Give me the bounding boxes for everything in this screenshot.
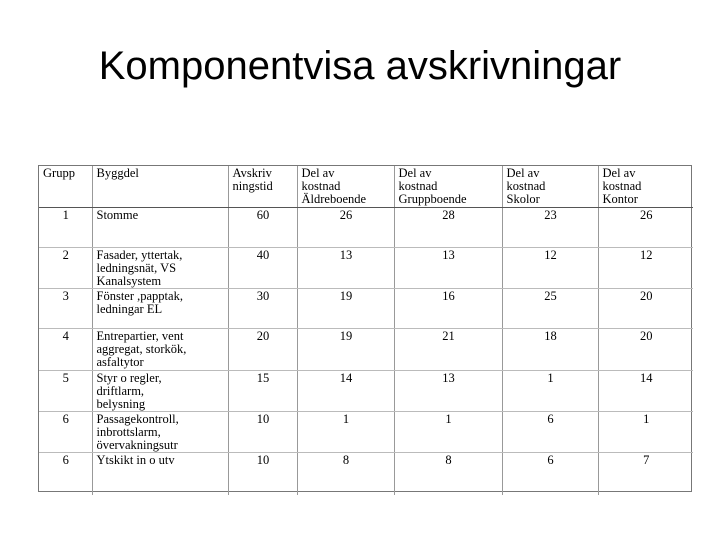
cell-skolor: 25	[502, 289, 598, 329]
cell-aldreboende: 19	[297, 289, 394, 329]
cell-grupp: 6	[39, 453, 92, 496]
byggdel-text-line: övervakningsutr	[96, 438, 178, 452]
cell-kontor: 14	[598, 371, 693, 412]
header-text-line: Del av	[301, 166, 335, 180]
cell-skolor: 1	[502, 371, 598, 412]
header-text-line: kostnad	[602, 179, 642, 193]
cell-avskrivningstid: 15	[228, 371, 297, 412]
cell-avskrivningstid: 20	[228, 329, 297, 371]
byggdel-text-line: Styr o regler,	[96, 371, 162, 385]
cell-avskrivningstid: 40	[228, 248, 297, 289]
cell-grupp: 6	[39, 412, 92, 453]
header-text-line: Kontor	[602, 192, 638, 206]
cell-kontor: 26	[598, 208, 693, 248]
table-row	[39, 371, 693, 412]
cell-gruppboende: 13	[394, 248, 502, 289]
cell-gruppboende: 8	[394, 453, 502, 496]
header-text-line: Äldreboende	[301, 192, 367, 206]
byggdel-text-line: inbrottslarm,	[96, 425, 161, 439]
cell-byggdel	[92, 412, 228, 453]
table-row	[39, 208, 693, 248]
table-row	[39, 248, 693, 289]
byggdel-text-line: Kanalsystem	[96, 274, 162, 288]
cell-byggdel	[92, 289, 228, 329]
header-text-line: Del av	[602, 166, 636, 180]
header-grupp	[39, 166, 92, 208]
table-row	[39, 329, 693, 371]
header-avskrivningstid	[228, 166, 297, 208]
header-aldreboende	[297, 166, 394, 208]
table-body	[39, 208, 693, 496]
cell-aldreboende: 1	[297, 412, 394, 453]
byggdel-text-line: asfaltytor	[96, 355, 144, 369]
cell-aldreboende: 8	[297, 453, 394, 496]
header-gruppboende	[394, 166, 502, 208]
header-text-line: Skolor	[506, 192, 540, 206]
cell-aldreboende: 26	[297, 208, 394, 248]
header-text-line: kostnad	[506, 179, 546, 193]
cell-skolor: 12	[502, 248, 598, 289]
cell-skolor: 6	[502, 453, 598, 496]
depreciation-table-container	[38, 165, 692, 492]
byggdel-text-line: aggregat, storkök,	[96, 342, 187, 356]
cell-gruppboende: 13	[394, 371, 502, 412]
cell-byggdel	[92, 453, 228, 496]
cell-byggdel	[92, 208, 228, 248]
header-skolor	[502, 166, 598, 208]
cell-gruppboende: 21	[394, 329, 502, 371]
cell-skolor: 23	[502, 208, 598, 248]
cell-kontor: 12	[598, 248, 693, 289]
byggdel-text-line: Fasader, yttertak,	[96, 248, 183, 262]
cell-skolor: 18	[502, 329, 598, 371]
table-row	[39, 453, 693, 496]
cell-avskrivningstid: 10	[228, 453, 297, 496]
cell-avskrivningstid: 30	[228, 289, 297, 329]
header-text-line: Gruppboende	[398, 192, 467, 206]
header-text-line: kostnad	[301, 179, 341, 193]
cell-gruppboende: 28	[394, 208, 502, 248]
cell-grupp: 1	[39, 208, 92, 248]
table-row	[39, 412, 693, 453]
byggdel-text-line: Passagekontroll,	[96, 412, 179, 426]
header-kontor	[598, 166, 693, 208]
header-text-line: ningstid	[232, 179, 273, 193]
cell-grupp: 5	[39, 371, 92, 412]
cell-avskrivningstid: 10	[228, 412, 297, 453]
header-byggdel	[92, 166, 228, 208]
cell-gruppboende: 1	[394, 412, 502, 453]
cell-grupp: 3	[39, 289, 92, 329]
cell-byggdel	[92, 329, 228, 371]
header-text-line: Avskriv	[232, 166, 272, 180]
byggdel-text-line: Entrepartier, vent	[96, 329, 184, 343]
cell-byggdel	[92, 248, 228, 289]
cell-grupp: 2	[39, 248, 92, 289]
cell-aldreboende: 13	[297, 248, 394, 289]
cell-aldreboende: 19	[297, 329, 394, 371]
byggdel-text-line: Fönster ,papptak,	[96, 289, 183, 303]
cell-kontor: 20	[598, 289, 693, 329]
table-row	[39, 289, 693, 329]
byggdel-text-line: ledningar EL	[96, 302, 163, 316]
cell-avskrivningstid: 60	[228, 208, 297, 248]
cell-gruppboende: 16	[394, 289, 502, 329]
cell-skolor: 6	[502, 412, 598, 453]
cell-kontor: 7	[643, 453, 650, 467]
byggdel-text-line: ledningsnät, VS	[96, 261, 177, 275]
header-row	[39, 166, 693, 208]
cell-kontor: 1	[598, 412, 693, 453]
byggdel-text-line: driftlarm,	[96, 384, 145, 398]
cell-grupp: 4	[39, 329, 92, 371]
slide-title: Komponentvisa avskrivningar	[98, 44, 622, 88]
byggdel-text-line: Stomme	[96, 208, 139, 222]
header-text-line: Del av	[506, 166, 540, 180]
header-text-line: Del av	[398, 166, 432, 180]
header-text-line: Grupp	[43, 166, 75, 180]
cell-aldreboende: 14	[297, 371, 394, 412]
cell-byggdel	[92, 371, 228, 412]
header-text-line: Byggdel	[96, 166, 139, 180]
byggdel-text-line: belysning	[96, 397, 146, 411]
header-text-line: kostnad	[398, 179, 438, 193]
cell-kontor: 20	[598, 329, 693, 371]
byggdel-text-line: Ytskikt in o utv	[96, 453, 175, 467]
depreciation-table	[39, 166, 693, 495]
